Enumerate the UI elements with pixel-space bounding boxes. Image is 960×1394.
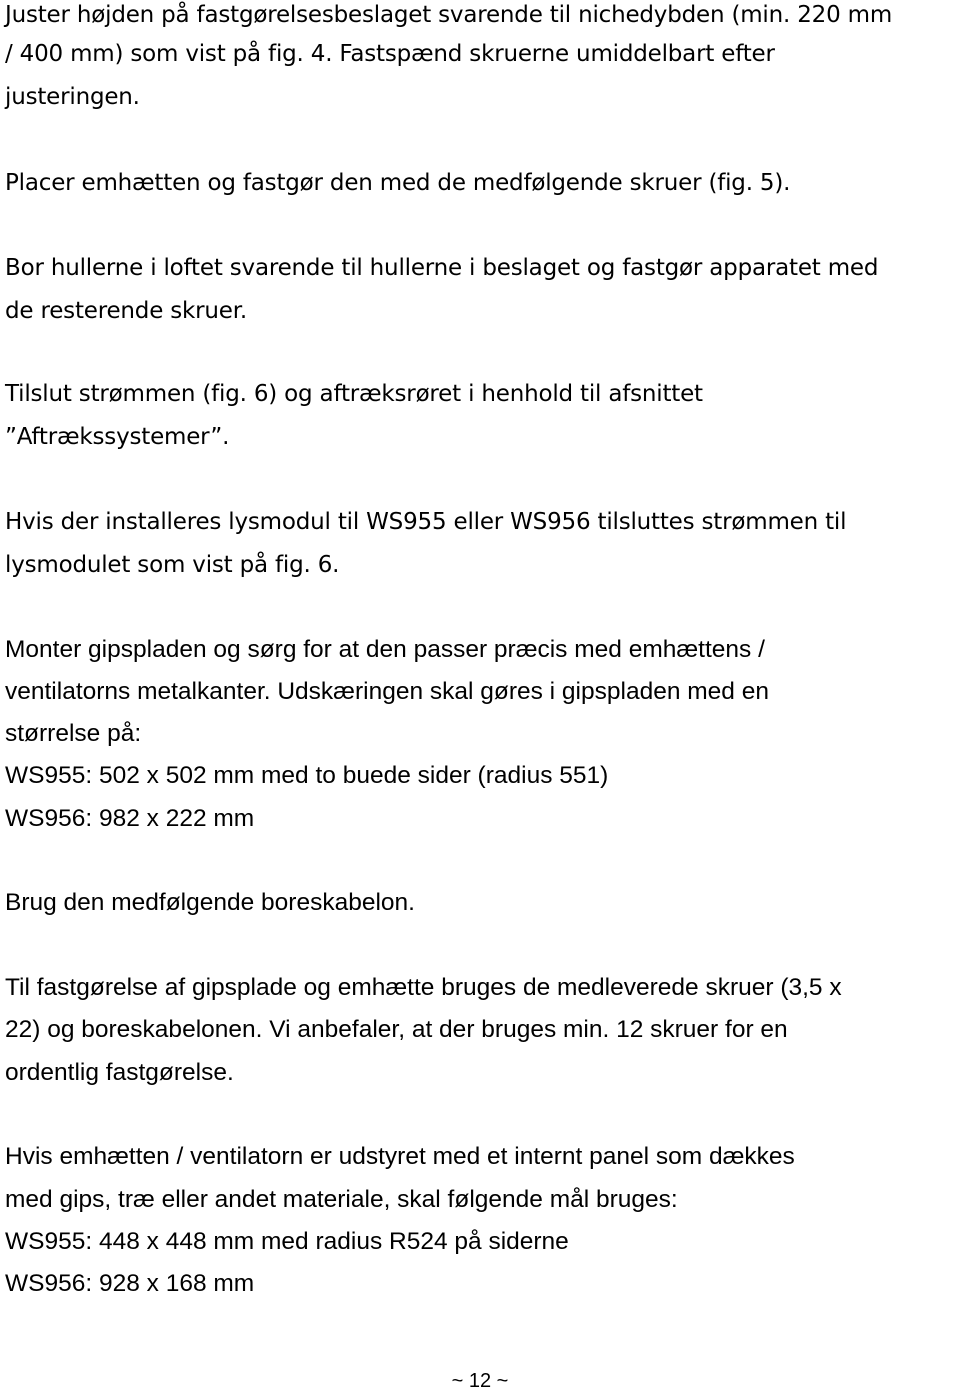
paragraph-9-line-1: Hvis emhætten / ventilatorn er udstyret med et internt panel som dækkes [5, 1143, 795, 1170]
paragraph-6-line-3: størrelse på: [5, 720, 142, 747]
paragraph-8-line-2: 22) og boreskabelonen. Vi anbefaler, at der bruges min. 12 skruer for en [5, 1016, 788, 1043]
paragraph-6-line-4: WS955: 502 x 502 mm med to buede sider (radius 551) [5, 762, 609, 789]
page-number: ~ 12 ~ [451, 1370, 509, 1392]
paragraph-6-line-2: ventilatorns metalkanter. Udskæringen skal gøres i gipspladen med en [5, 678, 769, 705]
paragraph-1-line-1: Juster højden på fastgørelsesbeslaget svarende til nichedybden (min. 220 mm [5, 2, 893, 28]
paragraph-1-line-2: / 400 mm) som vist på fig. 4. Fastspænd skruerne umiddelbart efter [5, 41, 775, 67]
paragraph-5-line-1: Hvis der installeres lysmodul til WS955 eller WS956 tilsluttes strømmen til [5, 509, 847, 535]
paragraph-4-line-1: Tilslut strømmen (fig. 6) og aftræksrøret i henhold til afsnittet [5, 381, 703, 407]
paragraph-9-line-3: WS955: 448 x 448 mm med radius R524 på siderne [5, 1228, 569, 1255]
paragraph-4-line-2: ”Aftrækssystemer”. [5, 424, 230, 450]
paragraph-8-line-1: Til fastgørelse af gipsplade og emhætte bruges de medleverede skruer (3,5 x [5, 974, 842, 1001]
paragraph-7-line-1: Brug den medfølgende boreskabelon. [5, 889, 415, 916]
paragraph-5-line-2: lysmodulet som vist på fig. 6. [5, 552, 340, 578]
paragraph-8-line-3: ordentlig fastgørelse. [5, 1059, 234, 1086]
paragraph-1-line-3: justeringen. [5, 84, 140, 110]
paragraph-9-line-4: WS956: 928 x 168 mm [5, 1270, 255, 1297]
paragraph-9-line-2: med gips, træ eller andet materiale, skal følgende mål bruges: [5, 1186, 678, 1213]
paragraph-3-line-2: de resterende skruer. [5, 298, 247, 324]
paragraph-2-line-1: Placer emhætten og fastgør den med de medfølgende skruer (fig. 5). [5, 170, 791, 196]
paragraph-6-line-5: WS956: 982 x 222 mm [5, 805, 255, 832]
paragraph-3-line-1: Bor hullerne i loftet svarende til hullerne i beslaget og fastgør apparatet med [5, 255, 879, 281]
paragraph-6-line-1: Monter gipspladen og sørg for at den passer præcis med emhættens / [5, 636, 765, 663]
